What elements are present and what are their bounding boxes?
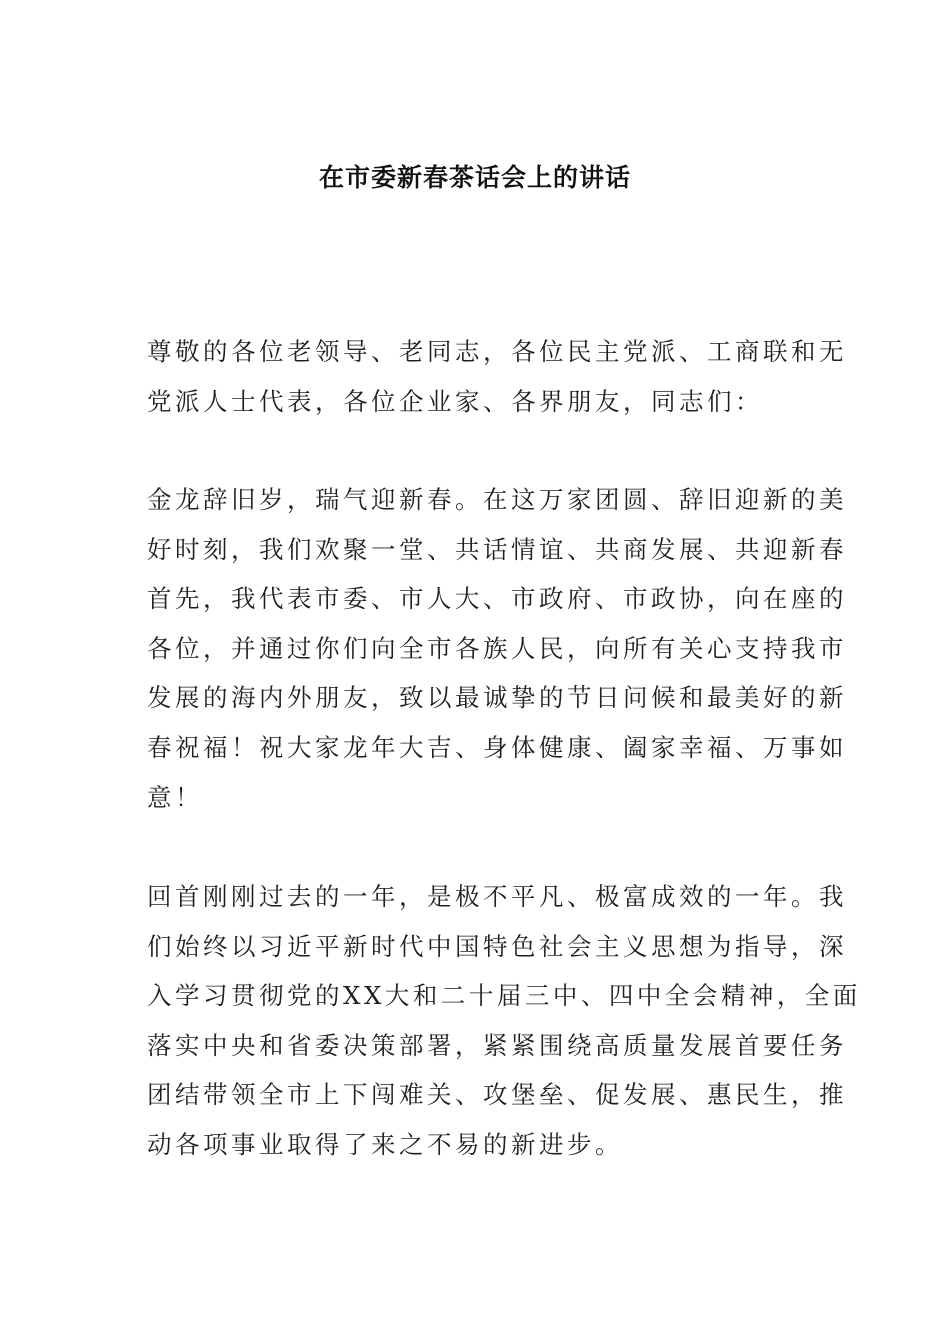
paragraph-line: 首先，我代表市委、市人大、市政府、市政协，向在座的: [147, 584, 847, 614]
paragraph-line: 好时刻，我们欢聚一堂、共话情谊、共商发展、共迎新春: [147, 534, 847, 564]
greeting-paragraph: [147, 475, 847, 822]
paragraph-line: 金龙辞旧岁，瑞气迎新春。在这万家团圆、辞旧迎新的美: [147, 485, 847, 514]
paragraph-line: 各位，并通过你们向全市各族人民，向所有关心支持我市: [147, 633, 847, 663]
document-title: 在市委新春茶话会上的讲话: [318, 163, 631, 192]
paragraph-line: 落实中央和省委决策部署，紧紧围绕高质量发展首要任务: [147, 1030, 847, 1060]
review-paragraph: [147, 872, 861, 1170]
paragraph-line: 动各项事业取得了来之不易的新进步。: [147, 1129, 623, 1159]
paragraph-line: 回首刚刚过去的一年，是极不平凡、极富成效的一年。我: [147, 882, 847, 911]
paragraph-line: 发展的海内外朋友，致以最诚挚的节日问候和最美好的新: [147, 683, 847, 713]
paragraph-line: 团结带领全市上下闯难关、攻堡垒、促发展、惠民生，推: [147, 1080, 847, 1110]
paragraph-line: 意！: [147, 782, 203, 812]
paragraph-line: 入学习贯彻党的XX大和二十届三中、四中全会精神，全面: [147, 981, 861, 1011]
paragraph-line: 们始终以习近平新时代中国特色社会主义思想为指导，深: [147, 931, 847, 961]
paragraph-line: 尊敬的各位老领导、老同志，各位民主党派、工商联和无: [147, 337, 847, 366]
paragraph-line: 党派人士代表，各位企业家、各界朋友，同志们：: [147, 386, 763, 416]
paragraph-line: 春祝福！祝大家龙年大吉、身体健康、阖家幸福、万事如: [147, 732, 847, 762]
salutation-paragraph: [147, 327, 847, 426]
